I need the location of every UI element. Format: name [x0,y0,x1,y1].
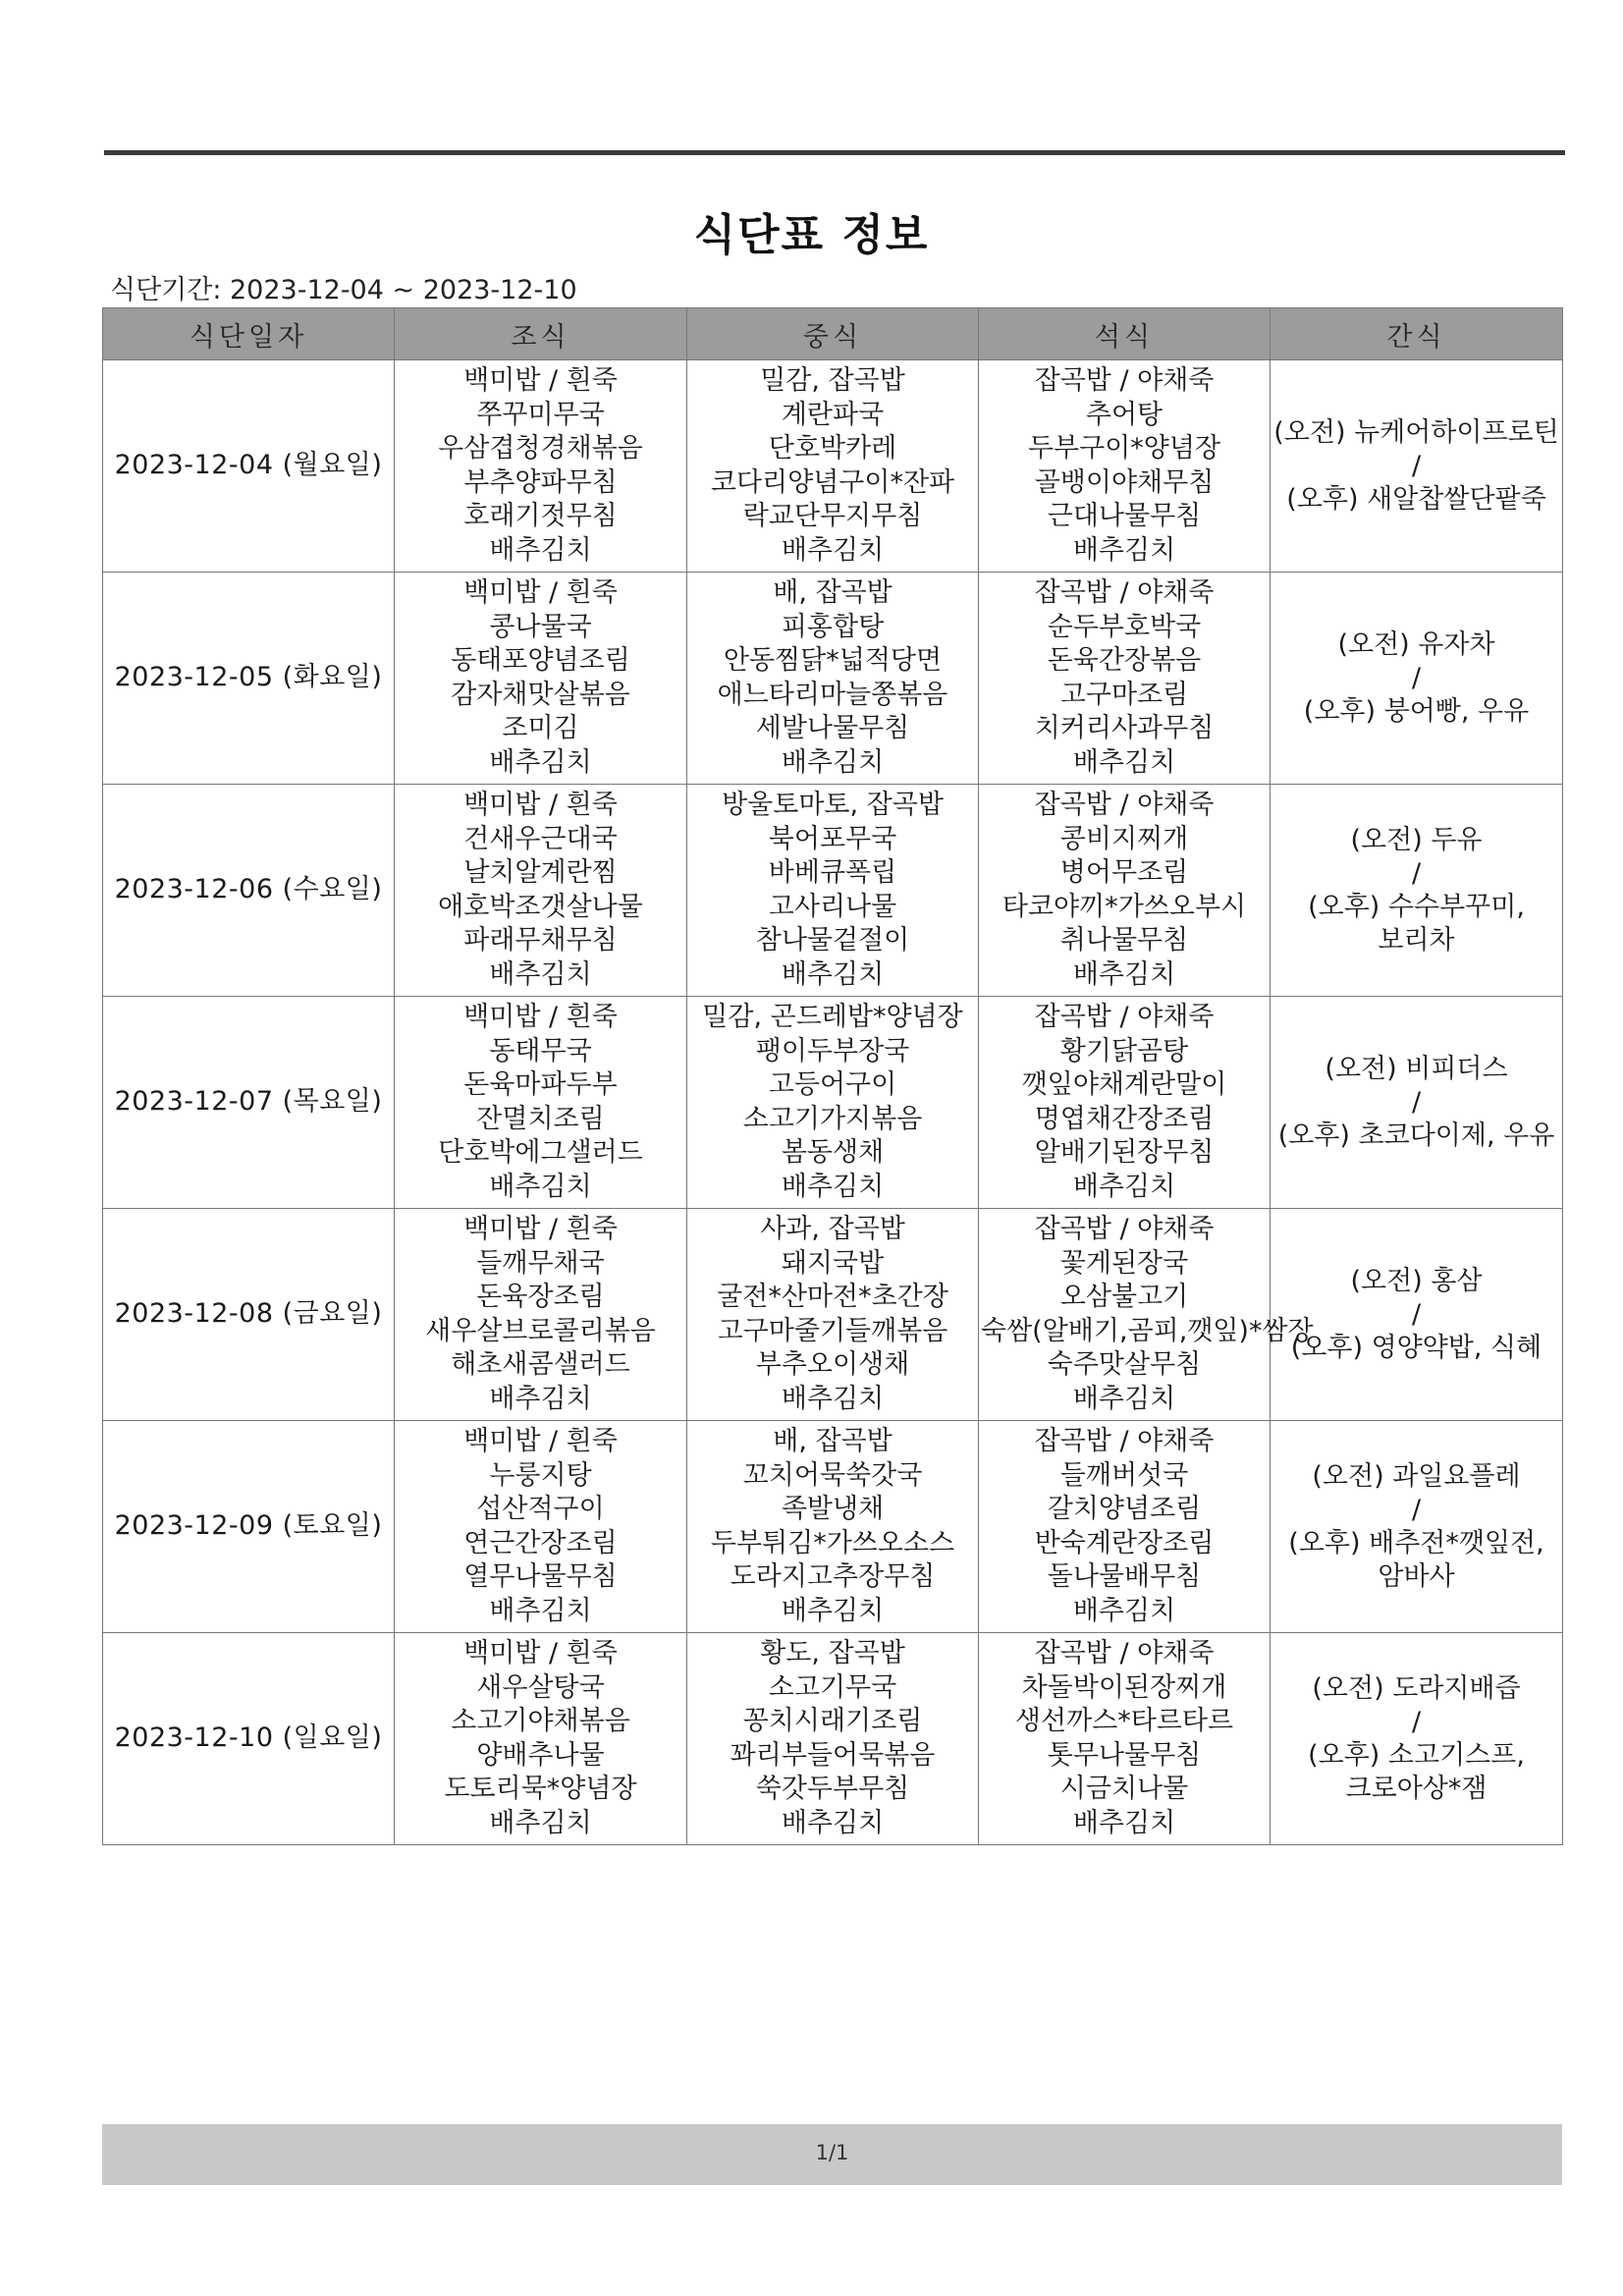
menu-item: 부추양파무침 [463,466,618,498]
menu-item: 락교단무지무침 [742,501,923,531]
lunch-cell [687,573,979,785]
table-row [103,785,1563,997]
date-cell: 2023-12-08 (금요일) [103,1209,395,1421]
header-date: 식단일자 [103,308,395,360]
header-breakfast: 조식 [395,308,687,360]
snack-cell [1271,785,1563,997]
menu-item: 북어포무국 [768,823,897,854]
snack-item: 보리차 [1378,924,1455,956]
menu-item: 해초새콤샐러드 [451,1349,630,1380]
snack-item: / [1411,1298,1422,1330]
date-cell: 2023-12-06 (수요일) [103,785,395,997]
menu-item: 갈치양념조림 [1047,1494,1202,1524]
snack-item: (오후) 초코다이제, 우유 [1277,1120,1555,1151]
menu-item: 들깨버섯국 [1059,1459,1189,1491]
snack-item: (오후) 영양약밥, 식혜 [1290,1332,1542,1363]
menu-item: 건새우근대국 [463,823,618,854]
dinner-cell [979,785,1271,997]
menu-item: 반숙계란장조림 [1034,1527,1215,1558]
menu-item: 숙주맛살무침 [1047,1349,1202,1380]
snack-item: / [1411,1494,1422,1525]
header-snack: 간식 [1271,308,1563,360]
menu-item: 들깨무채국 [476,1247,605,1279]
snack-item: 크로아상*잼 [1345,1773,1488,1804]
lunch-cell [687,785,979,997]
menu-item: 배추김치 [781,746,885,778]
menu-item: 새우살브로콜리볶음 [425,1315,656,1346]
menu-item: 세발나물무침 [755,713,910,743]
menu-item: 족발냉채 [781,1494,885,1524]
menu-item: 쑥갓두부무침 [755,1774,910,1804]
menu-item: 배추김치 [489,1595,592,1626]
date-cell: 2023-12-09 (토요일) [103,1421,395,1633]
menu-item: 황기닭곰탕 [1059,1035,1189,1066]
menu-item: 꽁치시래기조림 [742,1706,923,1736]
menu-item: 고등어구이 [768,1069,897,1100]
header-lunch: 중식 [687,308,979,360]
menu-item: 취나물무침 [1059,925,1189,956]
snack-item: (오후) 배추전*깻잎전, [1288,1527,1544,1558]
menu-item: 피홍합탕 [781,611,885,642]
menu-item: 조미김 [502,713,579,743]
menu-item: 배, 잡곡밥 [773,1426,893,1456]
menu-item: 배추김치 [781,1383,885,1414]
menu-item: 쭈꾸미무국 [476,399,605,430]
menu-item: 황도, 잡곡밥 [760,1638,905,1668]
header-row [103,308,1563,360]
menu-item: 순두부호박국 [1047,611,1202,642]
menu-item: 배추김치 [1072,534,1176,566]
menu-item: 배추김치 [489,1171,592,1202]
menu-item: 깻잎야채계란말이 [1021,1069,1227,1100]
menu-item: 바베큐폭립 [768,857,897,888]
menu-item: 열무나물무침 [463,1561,618,1592]
menu-item: 오삼불고기 [1059,1282,1189,1312]
menu-item: 톳무나물무침 [1047,1739,1202,1771]
menu-item: 두부구이*양념장 [1027,433,1221,464]
menu-item: 동태무국 [489,1035,592,1066]
menu-item: 잡곡밥 / 야채죽 [1034,1638,1215,1668]
menu-item: 돌나물배무침 [1047,1561,1202,1592]
snack-item: (오전) 유자차 [1337,629,1495,660]
snack-item: (오후) 소고기스프, [1308,1739,1525,1771]
snack-item: (오전) 두유 [1350,824,1483,855]
date-cell: 2023-12-10 (일요일) [103,1633,395,1845]
menu-item: 배추김치 [1072,958,1176,990]
menu-item: 배추김치 [1072,1383,1176,1414]
snack-item: (오전) 비피더스 [1325,1053,1508,1084]
menu-item: 섭산적구이 [476,1494,605,1524]
dinner-cell [979,1633,1271,1845]
menu-item: 도라지고추장무침 [730,1561,936,1592]
snack-item: (오전) 과일요플레 [1312,1460,1521,1492]
date-cell: 2023-12-04 (월요일) [103,360,395,573]
menu-item: 잔멸치조림 [476,1103,605,1134]
dinner-cell [979,997,1271,1209]
menu-item: 새우살탕국 [476,1671,605,1703]
menu-item: 알배기된장무침 [1034,1137,1215,1168]
menu-item: 돈육장조림 [476,1282,605,1312]
menu-item: 배추김치 [489,1807,592,1838]
meal-period: 식단기간: 2023-12-04 ~ 2023-12-10 [110,275,577,305]
dinner-cell [979,573,1271,785]
snack-item: / [1411,1086,1422,1118]
snack-item: 암바사 [1378,1560,1455,1592]
snack-cell [1271,1421,1563,1633]
menu-item: 잡곡밥 / 야채죽 [1034,1426,1215,1456]
menu-item: 콩비지찌개 [1059,823,1189,854]
menu-item: 백미밥 / 흰죽 [463,790,618,820]
menu-item: 배추김치 [781,1171,885,1202]
menu-item: 잡곡밥 / 야채죽 [1034,1002,1215,1032]
date-cell: 2023-12-07 (목요일) [103,997,395,1209]
menu-item: 배추김치 [781,1595,885,1626]
top-rule [104,150,1565,155]
table-row [103,997,1563,1209]
menu-item: 숙쌈(알배기,곰피,깻잎)*쌈장 [981,1315,1314,1346]
lunch-cell [687,1209,979,1421]
breakfast-cell [395,573,687,785]
menu-item: 배추김치 [489,534,592,566]
menu-item: 굴전*산마전*초간장 [717,1282,948,1312]
snack-item: (오후) 수수부꾸미, [1308,891,1525,922]
menu-item: 누룽지탕 [489,1459,592,1491]
menu-item: 백미밥 / 흰죽 [463,1214,618,1244]
breakfast-cell [395,1633,687,1845]
table-row [103,1633,1563,1845]
menu-item: 연근간장조림 [463,1527,618,1558]
menu-item: 코다리양념구이*잔파 [710,466,955,498]
menu-item: 병어무조림 [1059,857,1189,888]
menu-item: 배추김치 [781,534,885,566]
snack-item: / [1411,857,1422,889]
menu-item: 단호박에그샐러드 [438,1137,643,1168]
page-number: 1/1 [815,2141,849,2164]
menu-item: 백미밥 / 흰죽 [463,577,618,608]
breakfast-cell [395,360,687,573]
menu-item: 고구마줄기들깨볶음 [717,1315,948,1346]
date-cell: 2023-12-05 (화요일) [103,573,395,785]
menu-item: 호래기젓무침 [463,501,618,531]
menu-item: 양배추나물 [476,1739,605,1771]
menu-item: 동태포양념조림 [451,645,630,676]
dinner-cell [979,1421,1271,1633]
menu-item: 백미밥 / 흰죽 [463,1426,618,1456]
menu-item: 차돌박이된장찌개 [1021,1671,1227,1703]
menu-item: 도토리묵*양념장 [444,1774,637,1804]
menu-item: 돈육간장볶음 [1047,645,1202,676]
breakfast-cell [395,785,687,997]
snack-item: / [1411,662,1422,693]
menu-item: 백미밥 / 흰죽 [463,365,618,396]
snack-cell [1271,1209,1563,1421]
menu-item: 파래무채무침 [463,925,618,956]
menu-item: 사과, 잡곡밥 [760,1214,905,1244]
menu-item: 배추김치 [1072,1595,1176,1626]
lunch-cell [687,360,979,573]
menu-item: 감자채맛살볶음 [451,679,630,710]
menu-item: 참나물겉절이 [755,925,910,956]
menu-item: 단호박카레 [768,433,897,464]
menu-item: 백미밥 / 흰죽 [463,1638,618,1668]
snack-item: / [1411,1706,1422,1737]
breakfast-cell [395,1209,687,1421]
menu-item: 애호박조갯살나물 [438,891,643,922]
menu-item: 시금치나물 [1059,1774,1189,1804]
table-row [103,573,1563,785]
snack-item: (오전) 홍삼 [1350,1265,1483,1296]
snack-item: (오전) 뉴케어하이프로틴 [1273,416,1559,448]
menu-item: 생선까스*타르타르 [1014,1706,1234,1736]
lunch-cell [687,1633,979,1845]
footer-bar [102,2124,1562,2185]
menu-item: 잡곡밥 / 야채죽 [1034,1214,1215,1244]
menu-item: 소고기야채볶음 [451,1706,630,1736]
menu-item: 소고기무국 [768,1671,897,1703]
breakfast-cell [395,1421,687,1633]
menu-item: 소고기가지볶음 [742,1103,923,1134]
snack-item: (오후) 붕어빵, 우유 [1303,695,1530,727]
menu-item: 팽이두부장국 [755,1035,910,1066]
menu-item: 근대나물무침 [1047,501,1202,531]
menu-item: 밀감, 곤드레밥*양념장 [702,1002,963,1032]
meal-table [102,307,1563,1845]
page-title: 식단표 정보 [693,210,930,260]
menu-item: 봄동생채 [781,1137,885,1168]
menu-item: 우삼겹청경채볶음 [438,433,643,464]
lunch-cell [687,1421,979,1633]
header-dinner: 석식 [979,308,1271,360]
table-row [103,360,1563,573]
menu-item: 돈육마파두부 [463,1069,618,1100]
menu-item: 방울토마토, 잡곡밥 [722,790,944,820]
snack-item: (오전) 도라지배즙 [1312,1672,1521,1704]
menu-item: 밀감, 잡곡밥 [760,365,905,396]
lunch-cell [687,997,979,1209]
dinner-cell [979,1209,1314,1421]
menu-item: 배추김치 [1072,1171,1176,1202]
menu-item: 배추김치 [489,1383,592,1414]
table-row [103,1209,1563,1421]
menu-item: 잡곡밥 / 야채죽 [1034,365,1215,396]
menu-item: 애느타리마늘쫑볶음 [717,679,948,710]
menu-item: 꽃게된장국 [1059,1247,1189,1279]
menu-item: 잡곡밥 / 야채죽 [1034,790,1215,820]
menu-item: 배, 잡곡밥 [773,577,893,608]
menu-item: 계란파국 [781,399,885,430]
snack-item: (오후) 새알찹쌀단팥죽 [1286,483,1546,515]
menu-item: 배추김치 [1072,1807,1176,1838]
menu-item: 돼지국밥 [781,1247,885,1279]
snack-cell [1271,360,1563,573]
menu-item: 콩나물국 [489,611,592,642]
menu-item: 치커리사과무침 [1034,713,1215,743]
menu-item: 배추김치 [489,958,592,990]
menu-item: 고사리나물 [768,891,897,922]
menu-item: 배추김치 [1072,746,1176,778]
meal-table-body [103,360,1563,1845]
menu-item: 배추김치 [489,746,592,778]
dinner-cell [979,360,1271,573]
menu-item: 날치알계란찜 [463,857,618,888]
snack-cell [1271,573,1563,785]
menu-item: 안동찜닭*넓적당면 [723,645,943,676]
menu-item: 부추오이생채 [755,1349,910,1380]
menu-item: 잡곡밥 / 야채죽 [1034,577,1215,608]
menu-item: 배추김치 [781,958,885,990]
menu-item: 고구마조림 [1059,679,1189,710]
table-row [103,1421,1563,1633]
menu-item: 타코야끼*가쓰오부시 [1001,891,1247,922]
snack-cell [1271,1633,1563,1845]
snack-cell [1271,997,1563,1209]
menu-item: 골뱅이야채무침 [1034,466,1215,498]
menu-item: 명엽채간장조림 [1034,1103,1215,1134]
menu-item: 백미밥 / 흰죽 [463,1002,618,1032]
menu-item: 두부튀김*가쓰오소스 [710,1527,955,1558]
breakfast-cell [395,997,687,1209]
menu-item: 꽈리부들어묵볶음 [730,1739,936,1771]
snack-item: / [1411,450,1422,481]
menu-item: 꼬치어묵쑥갓국 [742,1459,923,1491]
menu-item: 배추김치 [781,1807,885,1838]
menu-item: 추어탕 [1085,399,1163,430]
